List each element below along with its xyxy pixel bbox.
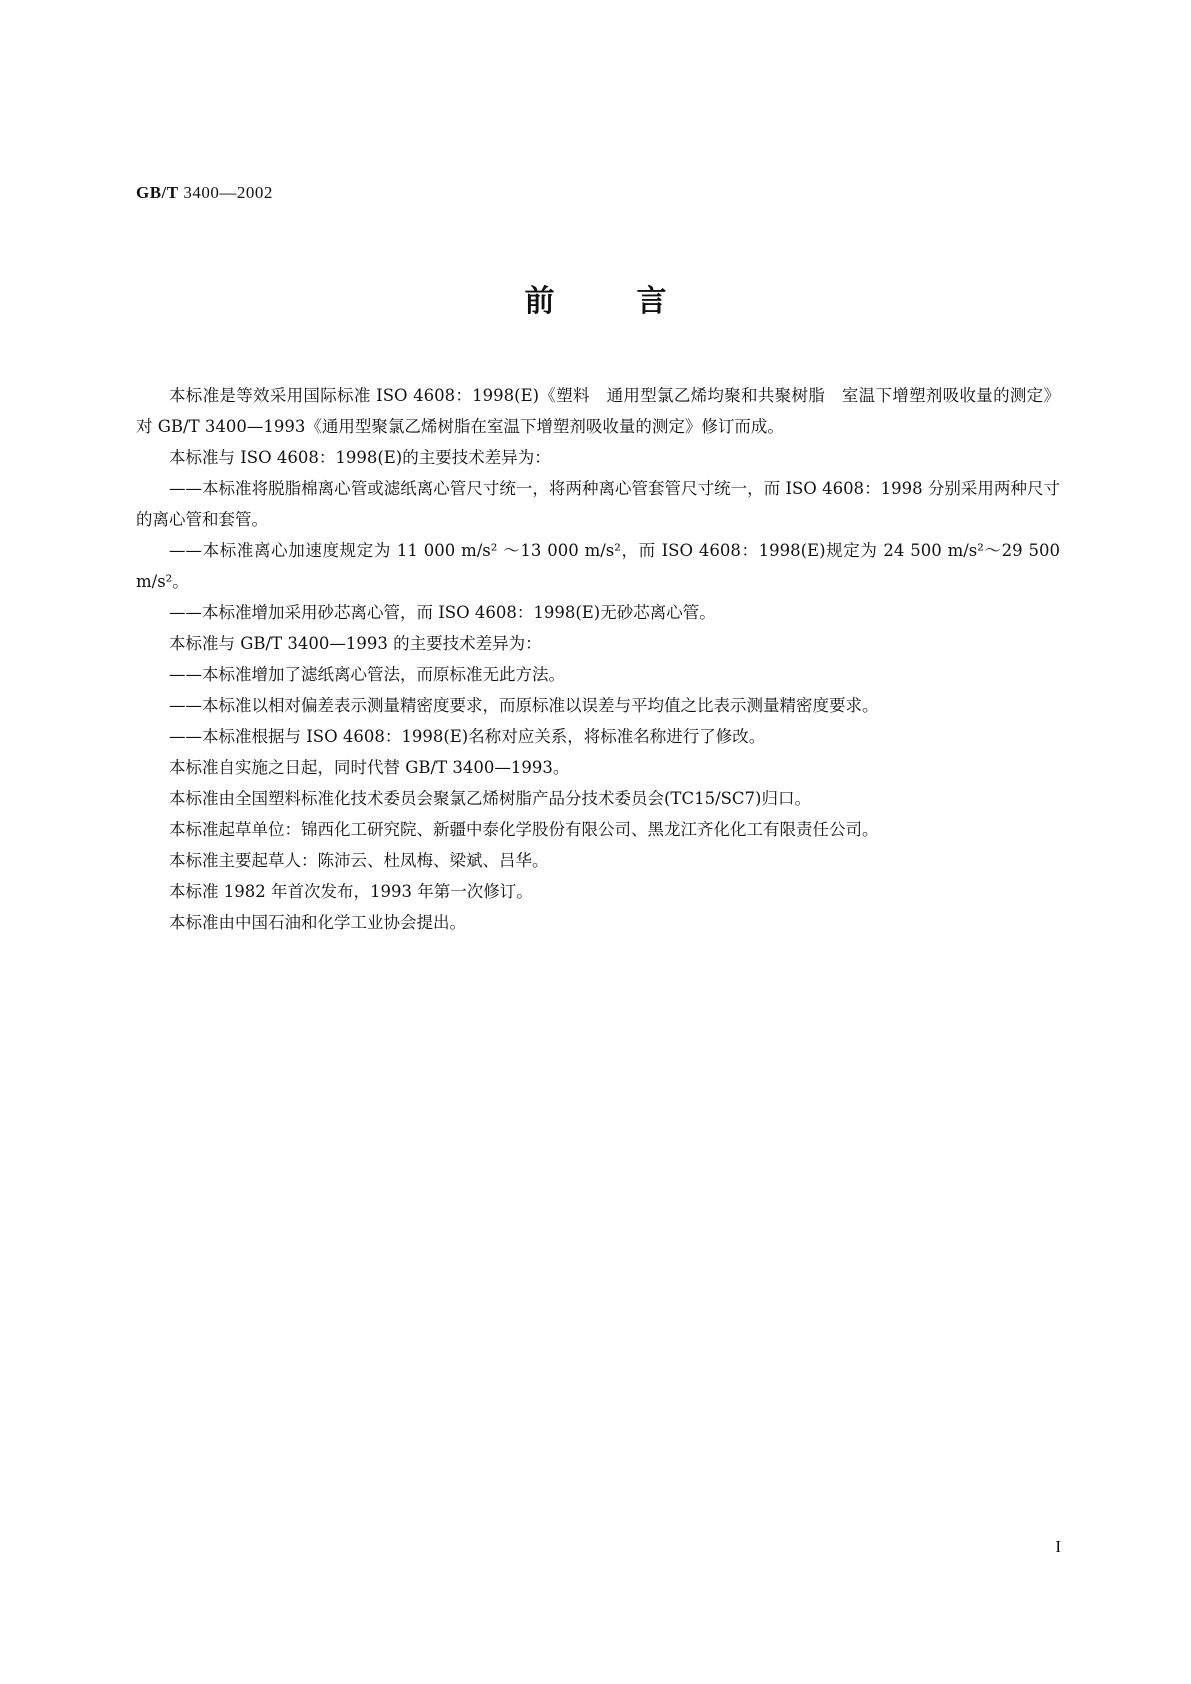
paragraph: 本标准由全国塑料标准化技术委员会聚氯乙烯树脂产品分技术委员会(TC15/SC7)归口。 xyxy=(169,789,811,808)
paragraph: 本标准与 ISO 4608：1998(E)的主要技术差异为： xyxy=(169,448,551,467)
standard-prefix: GB/T xyxy=(136,183,179,202)
paragraph: 本标准主要起草人：陈沛云、杜凤梅、梁斌、吕华。 xyxy=(169,851,549,870)
paragraph: ——本标准离心加速度规定为 11 000 m/s² ～13 000 m/s²，而 ISO 4608：1998(E)规定为 24 500 m/s²～29 500 m/s²。 xyxy=(136,541,1060,591)
paragraph: 本标准是等效采用国际标准 ISO 4608：1998(E)《塑料 通用型氯乙烯均聚和共聚树脂 室温下增塑剂吸收量的测定》对 GB/T 3400—1993《通用型聚氯乙烯树脂在室温下增塑剂吸收量的测定》修订而成。 xyxy=(136,386,1060,436)
paragraph: ——本标准以相对偏差表示测量精密度要求，而原标准以误差与平均值之比表示测量精密度要求。 xyxy=(169,696,879,715)
standard-code: 3400—2002 xyxy=(183,183,273,202)
standard-number xyxy=(136,183,273,203)
paragraph: ——本标准根据与 ISO 4608：1998(E)名称对应关系，将标准名称进行了修改。 xyxy=(169,727,766,746)
paragraph: ——本标准将脱脂棉离心管或滤纸离心管尺寸统一，将两种离心管套管尺寸统一，而 ISO 4608：1998 分别采用两种尺寸的离心管和套管。 xyxy=(136,479,1060,529)
paragraph: 本标准自实施之日起，同时代替 GB/T 3400—1993。 xyxy=(169,758,570,777)
paragraph: 本标准由中国石油和化学工业协会提出。 xyxy=(169,913,466,932)
paragraph: 本标准 1982 年首次发布，1993 年第一次修订。 xyxy=(169,882,533,901)
paragraph: 本标准起草单位：锦西化工研究院、新疆中泰化学股份有限公司、黑龙江齐化化工有限责任公司。 xyxy=(169,820,879,839)
paragraph: ——本标准增加采用砂芯离心管，而 ISO 4608：1998(E)无砂芯离心管。 xyxy=(169,603,716,622)
foreword-body xyxy=(136,380,1060,938)
page-title: 前言 xyxy=(524,284,749,319)
paragraph: ——本标准增加了滤纸离心管法，而原标准无此方法。 xyxy=(169,665,565,684)
page-number: I xyxy=(1055,1537,1061,1556)
paragraph: 本标准与 GB/T 3400—1993 的主要技术差异为： xyxy=(169,634,542,653)
